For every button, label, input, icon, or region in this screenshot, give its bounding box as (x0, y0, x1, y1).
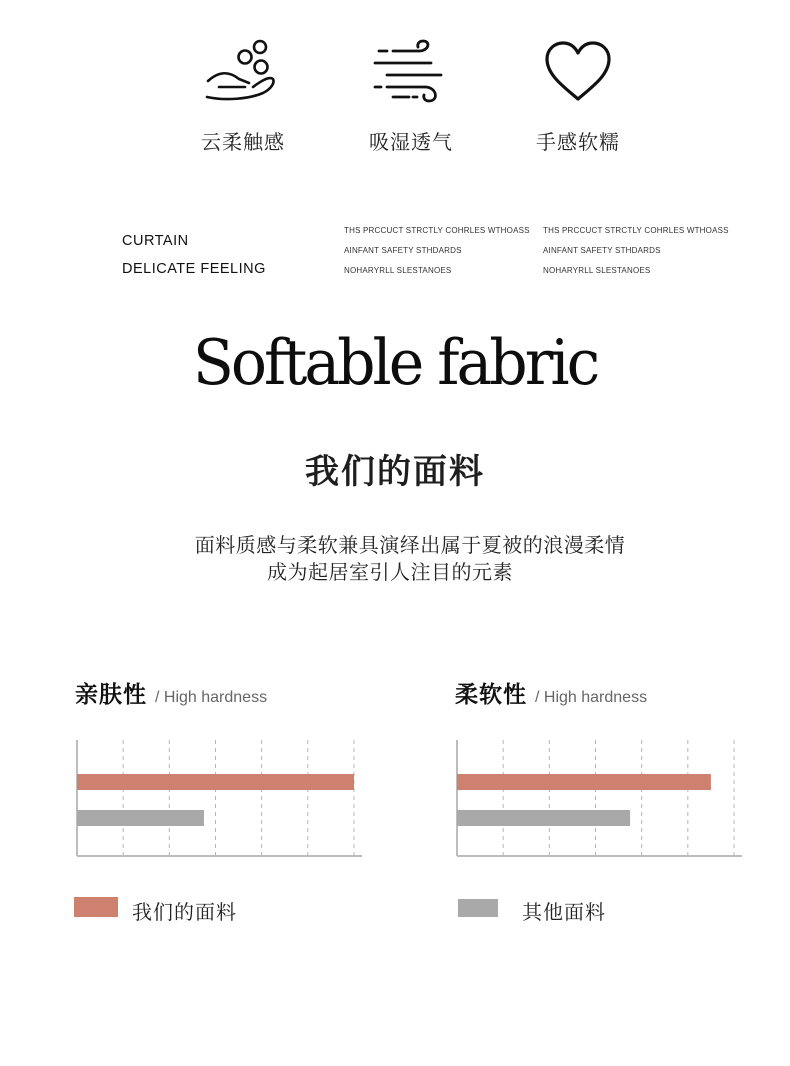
feature-soft-feel (503, 32, 653, 155)
chart-title: 亲肤性 (75, 682, 147, 708)
description (0, 532, 790, 586)
fine-print-b (543, 221, 729, 281)
bar-chart-skin (74, 738, 366, 862)
curtain-heading (122, 227, 266, 283)
chart-svg (454, 738, 746, 862)
airflow-icon (336, 32, 486, 112)
description-line-1: 面料质感与柔软兼具演绎出属于夏被的浪漫柔情 (194, 533, 626, 557)
chart-heading-skin (75, 676, 267, 709)
chart-title: 柔软性 (455, 682, 527, 708)
bar-others (77, 810, 204, 826)
fine-print-a (344, 221, 530, 281)
script-title: Softable fabric (192, 326, 598, 400)
feature-soft-touch (168, 32, 318, 155)
fine-print-line: AINFANT SAFETY STHDARDS (344, 246, 462, 255)
bar-others (457, 810, 630, 826)
feature-label: 云柔触感 (201, 130, 285, 154)
feature-breathable (336, 32, 486, 155)
bar-ours (77, 774, 354, 790)
legend-swatch-others (458, 899, 498, 917)
description-line-2: 成为起居室引人注目的元素 (267, 560, 513, 584)
legend-swatch-ours (74, 897, 118, 917)
legend-label-others: 其他面料 (522, 900, 606, 924)
legend-others (458, 899, 498, 917)
feature-label: 吸湿透气 (369, 130, 453, 154)
page-title: 我们的面料 (305, 452, 485, 492)
legend-label-ours: 我们的面料 (132, 900, 237, 924)
fine-print-line: AINFANT SAFETY STHDARDS (543, 246, 661, 255)
curtain-line-1: CURTAIN (122, 233, 189, 249)
chart-subtitle: / High hardness (155, 689, 268, 706)
bar-ours (457, 774, 711, 790)
hand-coins-icon (168, 32, 318, 112)
chart-heading-softness (455, 676, 647, 709)
feature-label: 手感软糯 (536, 130, 620, 154)
fine-print-line: NOHARYRLL SLESTANOES (543, 266, 651, 275)
fine-print-line: THS PRCCUCT STRCTLY COHRLES WTHOASS (543, 226, 729, 235)
fine-print-line: NOHARYRLL SLESTANOES (344, 266, 452, 275)
bar-chart-softness (454, 738, 746, 862)
fine-print-line: THS PRCCUCT STRCTLY COHRLES WTHOASS (344, 226, 530, 235)
curtain-line-2: DELICATE FEELING (122, 261, 266, 277)
chart-subtitle: / High hardness (535, 689, 648, 706)
heart-icon (503, 32, 653, 112)
legend-ours (74, 897, 118, 917)
chart-svg (74, 738, 366, 862)
